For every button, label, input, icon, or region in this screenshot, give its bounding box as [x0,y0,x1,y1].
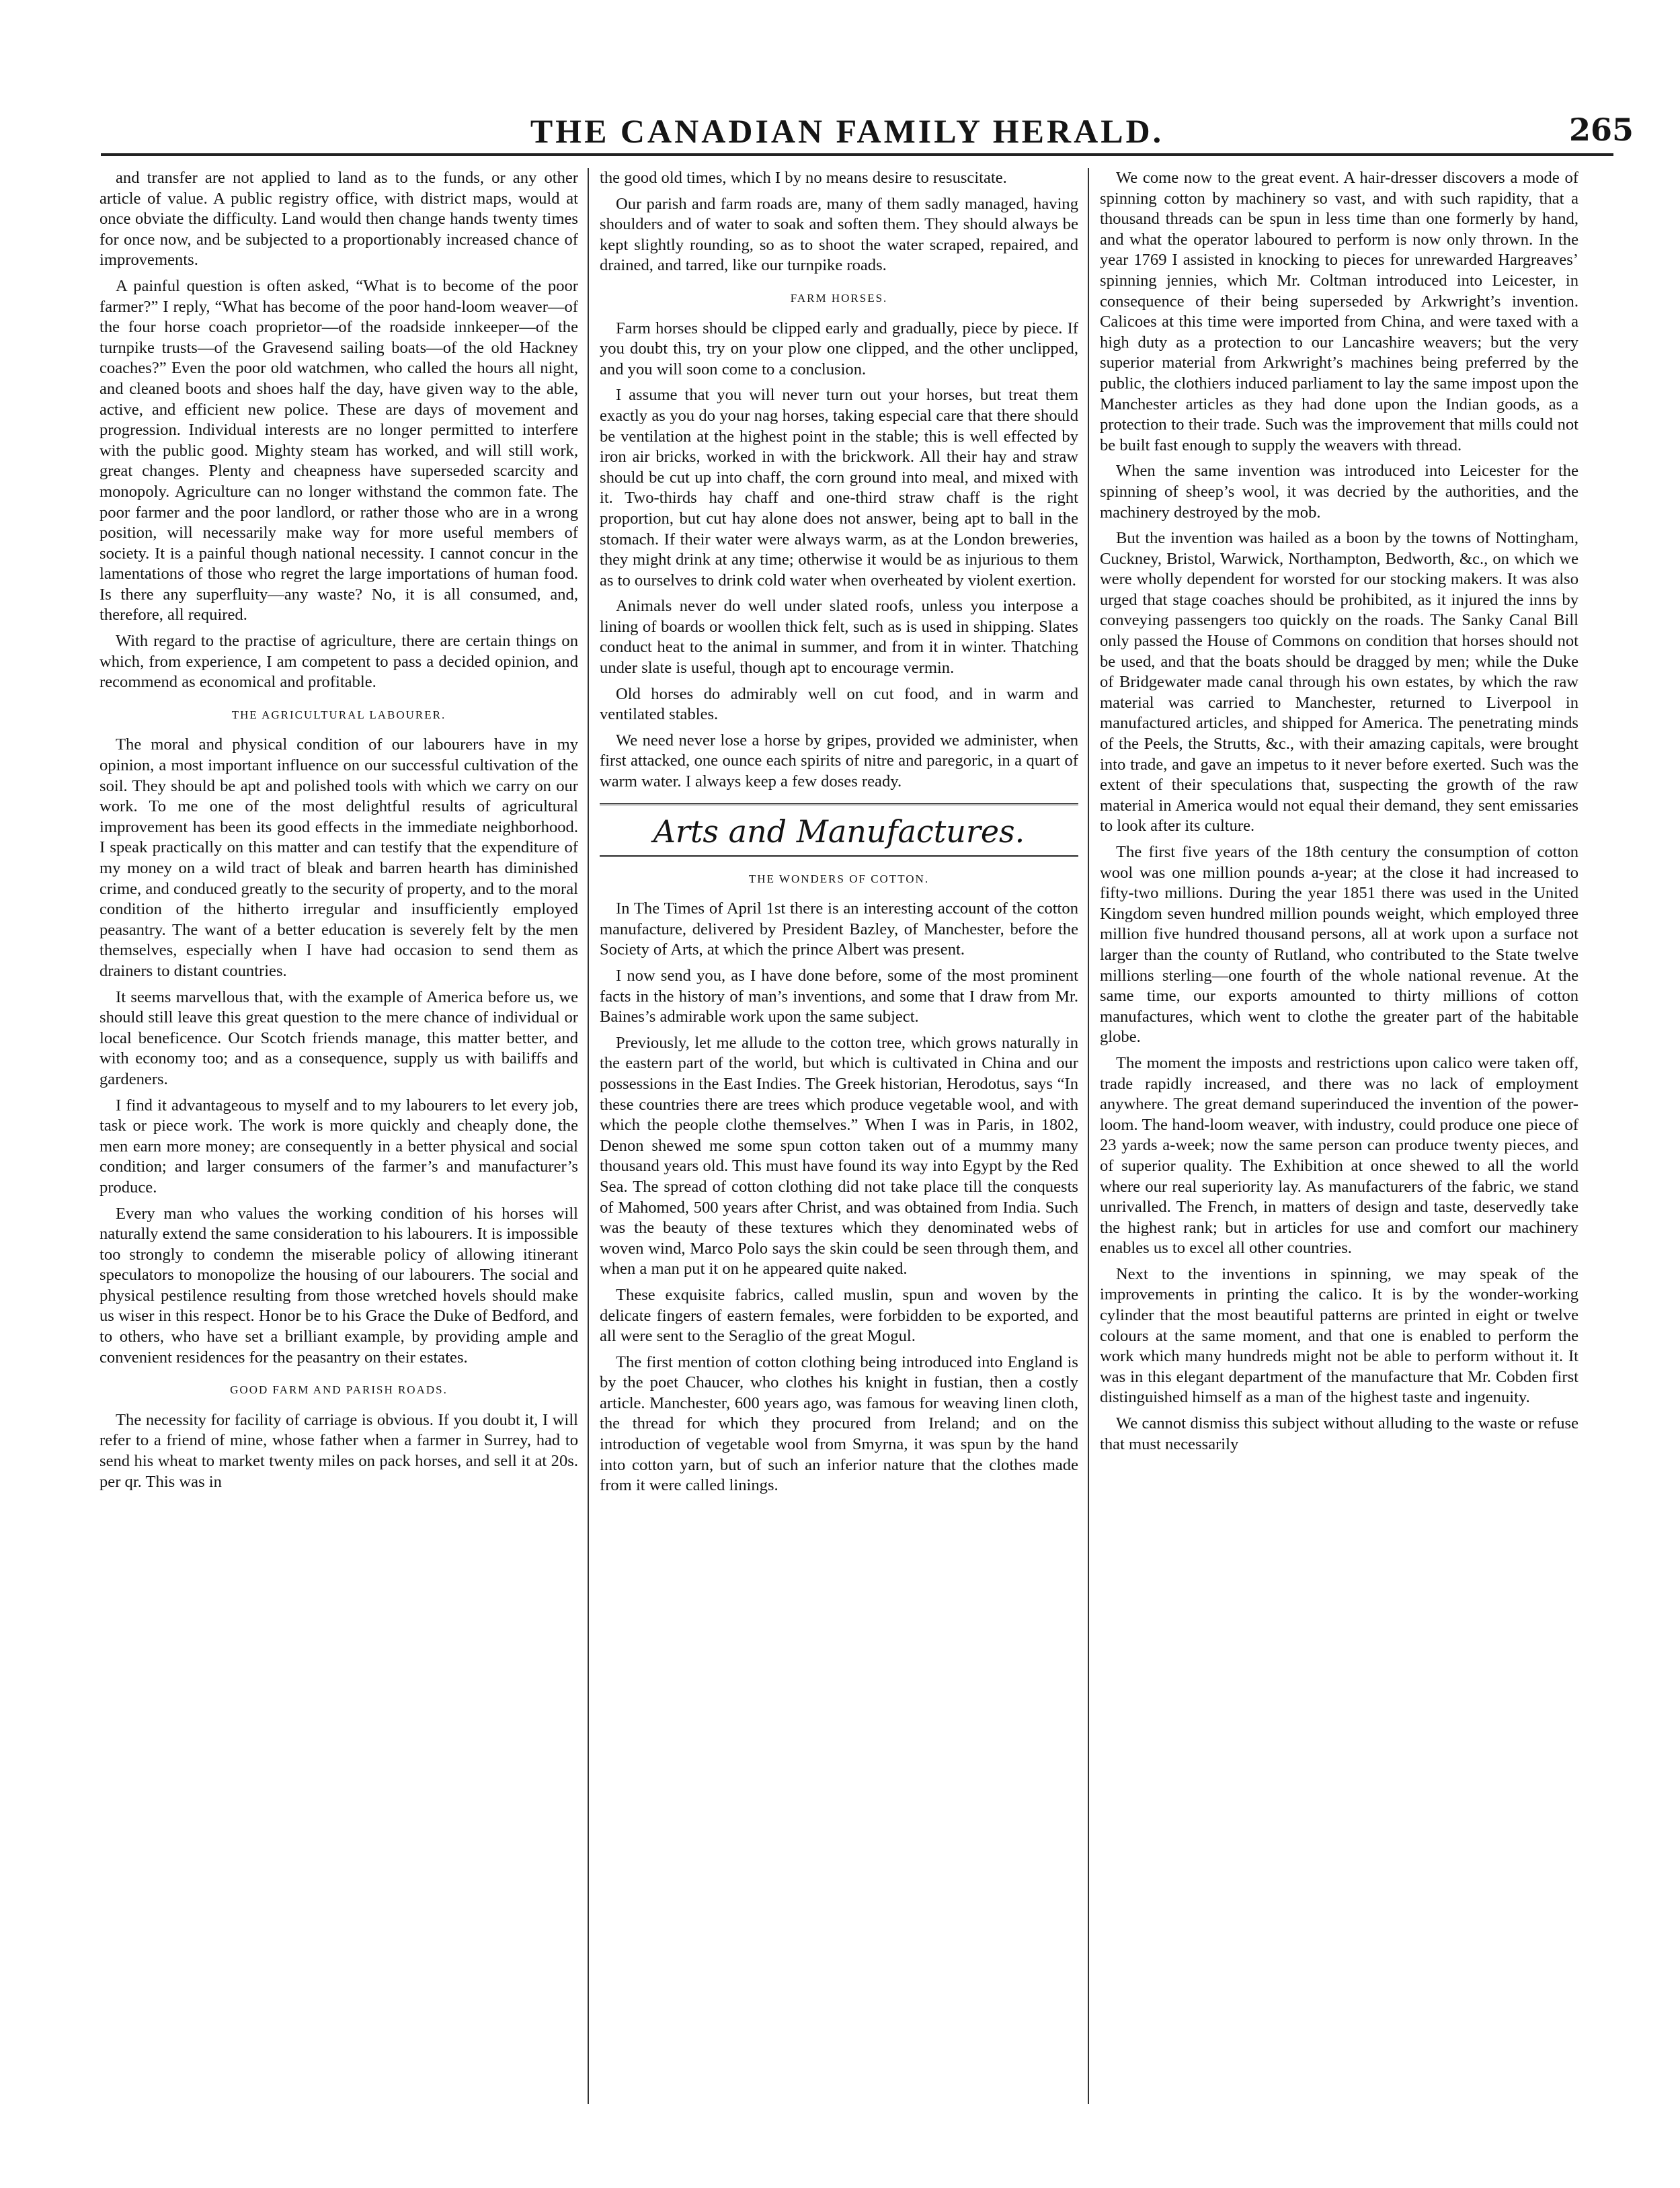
subheading: THE AGRICULTURAL LABOURER. [231,708,446,721]
paragraph: The necessity for facility of carriage is obvious. If you doubt it, I will refer to a friend of mine, whose father when a farmer in Surrey, had to send his wheat to market twenty miles on pack horses, and sell it at 20s. per qr. This was in [99,1410,578,1491]
paragraph: A painful question is often asked, “What is to become of the poor farmer?” I reply, “What has become of the poor hand-loom weaver—of the four horse coach proprietor—of the roadside innkeeper—of the turnpike trusts—of the Gravesend sailing boats—of the old Hackney coaches?” Even the poor old watchmen, who called the hours all night, and cleaned boots and shoes half the day, have given way to the able, active, and efficient new police. These are days of movement and progression. Individual interests are no longer permitted to interfere with the public good. Mighty steam has worked, and will still work, great changes. Plenty and cheapness have superseded scarcity and monopoly. Agriculture can no longer withstand the common fate. The poor farmer and the poor landlord, or rather those who are in a wrong position, will necessarily make way for more useful members of society. It is a painful though national necessity. I cannot concur in the lamentations of those who regret the large importations of human food. Is there any superfluity—any waste? No, it is all consumed, and, therefore, all required. [99,276,578,624]
paragraph: Farm horses should be clipped early and gradually, piece by piece. If you doubt this, try on your plow one clipped, and the other unclipped, and you will soon come to a conclusion. [600,319,1078,378]
header-rule [101,153,1613,156]
paragraph: the good old times, which I by no means desire to resuscitate. [600,169,1007,187]
subheading: GOOD FARM AND PARISH ROADS. [230,1383,448,1397]
paragraph: But the invention was hailed as a boon by the towns of Nottingham, Cuckney, Bristol, Warwick, Northampton, Bedworth, &c., on which we were wholly dependent for worsted for our stocking makers. It was also urged that stage coaches should be prohibited, as it injured the inns by conveying passengers too quickly on the roads. The Sanky Canal Bill only passed the House of Commons on condition that horses should not be used, and that the boats should be dragged by men; while the Duke of Bridgewater made canal through his own estates, by which the raw material was carried to Manchester, returned to Liverpool in manufactured articles, and shipped for America. The penetrating minds of the Peels, the Strutts, &c., with their amazing capitals, were brought into trade, and gave an impetus to it never before exerted. Such was the extent of their speculations that, suspecting the growth of the raw material in America would not equal their demand, they sent emissaries to look after its culture. [1100,529,1578,836]
column-divider-1 [588,168,589,2104]
paragraph: Old horses do admirably well on cut food, and in warm and ventilated stables. [600,684,1078,724]
paragraph: We come now to the great event. A hair-dresser discovers a mode of spinning cotton by machinery so vast, and with such rapidity, that a thousand threads can be spun in less time than one formerly by hand, and what the operator laboured to perform is now only thrown. In the year 1769 I assisted in knocking to pieces for unrewarded Hargreaves’ spinning jennies, which Mr. Coltman introduced into Leicester, in consequence of their being superseded by Arkwright’s invention. Calicoes at this time were imported from China, and were taxed with a high duty as a protection to our Lancashire weavers; but the very superior material from Arkwright’s machines being preferred by the public, the clothiers induced parliament to lay the same impost upon the Manchester articles as they had done upon the Indian goods, as a protection to their trade. Such was the improvement that mills could not be built fast enough to supply the weavers with thread. [1100,169,1578,454]
paragraph: I assume that you will never turn out your horses, but treat them exactly as you do your nag horses, taking especial care that there should be ventilation at the highest point in the stable; this is well effected by iron air bricks, worked in with the brickwork. All their hay and straw should be cut up into chaff, the corn ground into meal, and mixed with it. Two-thirds hay chaff and one-third straw chaff is the right proportion, but cut hay alone does not answer, being apt to ball in the stomach. If their water were always warm, as at the London breweries, they might drink at any time; otherwise it would be as injurious to them as to ourselves to drink cold water when overheated by violent exertion. [600,386,1078,590]
newspaper-title: THE CANADIAN FAMILY HERALD. [530,112,1164,150]
section-heading-box [600,803,1078,857]
paragraph: We cannot dismiss this subject without alluding to the waste or refuse that must necessarily [1100,1414,1578,1453]
subheading: FARM HORSES. [790,291,888,305]
paragraph: I now send you, as I have done before, some of the most prominent facts in the history of man’s inventions, and some that I draw from Mr. Baines’s admirable work upon the same subject. [600,967,1078,1026]
paragraph: When the same invention was introduced into Leicester for the spinning of sheep’s wool, it was decried by the authorities, and the machinery destroyed by the mob. [1100,462,1578,522]
paragraph: Our parish and farm roads are, many of them sadly managed, having shoulders and of water to soak and soften them. They should always be kept slightly rounding, so as to shoot the water scraped, repaired, and drained, and tarred, like our turnpike roads. [600,194,1078,275]
paragraph: Animals never do well under slated roofs, unless you interpose a lining of boards or woollen thick felt, such as is used in shipping. Slates conduct heat to the animal in summer, and from it in winter. Thatching under slate is useful, though apt to encourage vermin. [600,597,1078,678]
paragraph: I find it advantageous to myself and to my labourers to let every job, task or piece work. The work is more quickly and cheaply done, the men earn more money; are consequently in a better physical and social condition; and larger consumers of the farmer’s and manufacturer’s produce. [99,1096,578,1197]
column-divider-2 [1088,168,1089,2104]
paragraph: In The Times of April 1st there is an interesting account of the cotton manufacture, delivered by President Bazley, of Manchester, before the Society of Arts, at which the prince Albert was present. [600,899,1078,959]
paragraph: The first mention of cotton clothing being introduced into England is by the poet Chaucer, who clothes his knight in fustian, then a costly article. Manchester, 600 years ago, was famous for weaving linen cloth, the thread for which they procured from Ireland; and on the introduction of vegetable wool from Smyrna, it was spun by the hand into cotton yarn, but of such an inferior nature that the clothes made from it were called linings. [600,1352,1078,1495]
page-header [61,112,1634,165]
paragraph: The moral and physical condition of our labourers have in my opinion, a most important influence on our successful cultivation of the soil. They should be apt and polished tools with which we carry on our work. To me one of the most delightful results of agricultural improvement has been its good effects in the immediate neighborhood. I speak practically on this matter and can testify that the expenditure of my money on a wild tract of bleak and barren hearth has diminished crime, and conduced greatly to the security of property, and to the moral condition of the hitherto irregular and insufficiently employed peasantry. The want of a better education is severely felt by the men themselves, especially when I have had occasion to send them as drainers to distant countries. [99,735,578,980]
column-3 [1100,168,1578,2104]
paragraph: Previously, let me allude to the cotton tree, which grows naturally in the eastern part of the world, but which is cultivated in China and our possessions in the East Indies. The Greek historian, Herodotus, says “In these countries there are trees which produce vegetable wool, and with which the people clothe themselves.” When I was in Paris, in 1802, Denon shewed me some spun cotton taken out of a mummy many thousand years old. This must have found its way into Egypt by the Red Sea. The spread of cotton clothing did not take place till the conquests of Mahomed, 500 years after Christ, and was obtained from India. Such was the beauty of these textures which they denominated webs of woven wind, Marco Polo says the skin could be seen through them, and when a man put it on he appeared quite naked. [600,1033,1078,1279]
column-1 [99,168,578,2104]
paragraph: It seems marvellous that, with the example of America before us, we should still leave this great question to the mere chance of individual or local beneficence. Our Scotch friends manage, this matter better, and with economy too; and as a consequence, supply us with bailiffs and gardeners. [99,987,578,1088]
page-number: 265 [1568,112,1634,148]
paragraph: Every man who values the working condition of his horses will naturally extend the same consideration to his labourers. It is impossible too strongly to condemn the miserable policy of allowing itinerant speculators to monopolize the housing of our labourers. The social and physical pestilence resulting from those wretched hovels should make us wiser in this respect. Honor be to his Grace the Duke of Bedford, and to others, who have set a brilliant example, by providing ample and convenient residences for the peasantry on their estates. [99,1204,578,1367]
paragraph: Next to the inventions in spinning, we may speak of the improvements in printing the calico. It is by the wonder-working cylinder that the most beautiful patterns are printed in eight or twelve colours at the same moment, and that one is enabled to perform the work which many hundreds might not be able to perform without it. It was in this elegant department of the manufacture that Mr. Cobden first distinguished himself as a man of the highest taste and ingenuity. [1100,1264,1578,1407]
paragraph: and transfer are not applied to land as to the funds, or any other article of value. A public registry office, with district maps, would at once obviate the difficulty. Land would then change hands twenty times for once now, and be subjected to a proportionably increased chance of improvements. [99,169,578,270]
paragraph: With regard to the practise of agriculture, there are certain things on which, from experience, I am competent to pass a decided opinion, and recommend as economical and profitable. [99,632,578,692]
subheading: THE WONDERS OF COTTON. [748,872,930,885]
paragraph: We need never lose a horse by gripes, provided we administer, when first attacked, one ounce each spirits of nitre and paregoric, in a quart of warm water. I always keep a few doses ready. [600,731,1078,791]
column-2 [600,168,1078,2104]
paragraph: The moment the imposts and restrictions upon calico were taken off, trade rapidly increased, and there was no lack of employment anywhere. The great demand superinduced the invention of the power-loom. The hand-loom weaver, with industry, could produce one piece of 23 yards a-week; now the same person can produce twenty pieces, and of superior quality. The Exhibition at once shewed to all the world where our real superiority lay. As manufacturers of the fabric, we stand unrivalled. The French, in matters of design and taste, deservedly take the highest rank; but in articles for use and comfort our machinery enables us to excel all other countries. [1100,1053,1578,1258]
section-heading: Arts and Manufactures. [653,813,1025,850]
paragraph: These exquisite fabrics, called muslin, spun and woven by the delicate fingers of eastern females, were forbidden to be exported, and all were sent to the Seraglio of the great Mogul. [600,1285,1078,1346]
paragraph: The first five years of the 18th century the consumption of cotton wool was one million pounds a-year; at the close it had increased to fifty-two millions. During the year 1851 there was used in the United Kingdom seven hundred million pounds weight, which employed three million five hundred thousand persons, all at work upon a surface not larger than the county of Rutland, who contributed to the State twelve millions sterling—one fourth of the whole national revenue. At the same time, our exports amounted to thirty millions of cotton manufactures, which went to clothe the greater part of the habitable globe. [1100,843,1578,1047]
